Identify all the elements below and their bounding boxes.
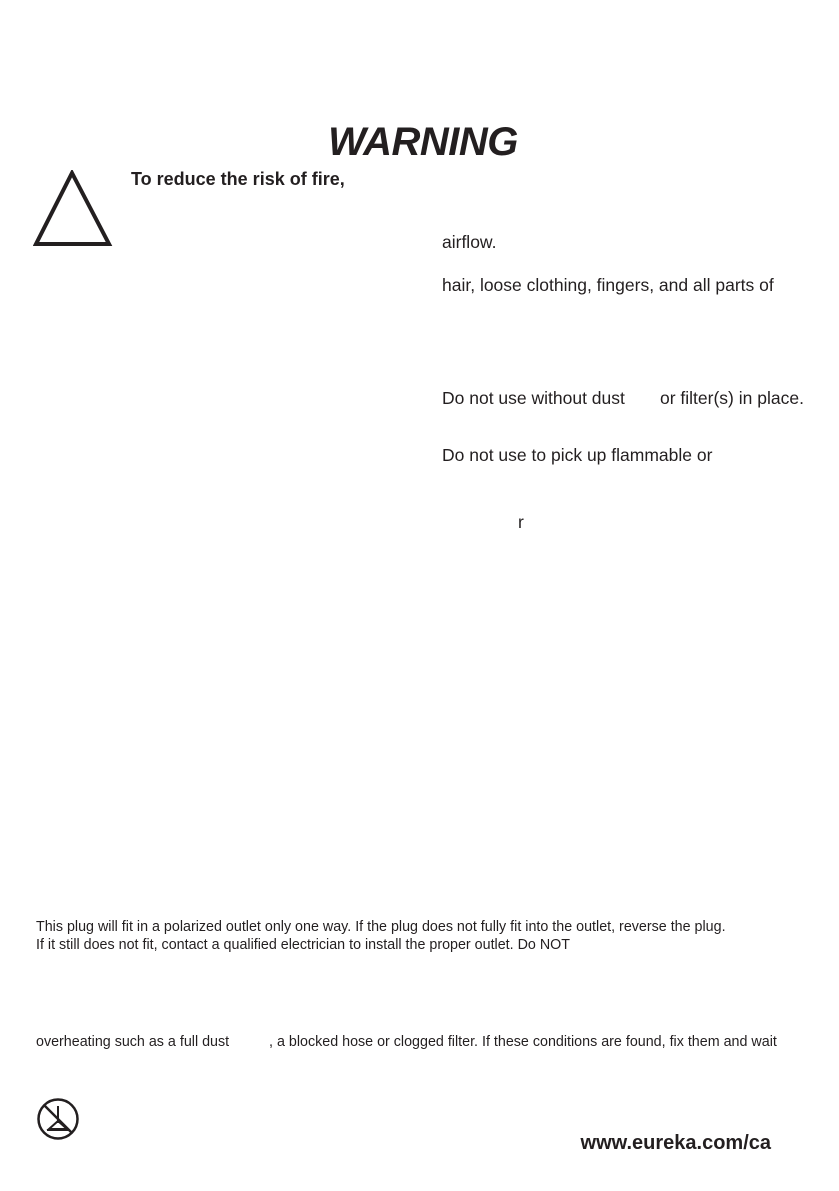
flammable-line: Do not use to pick up flammable or [442,445,713,465]
plug-notice-line-1: This plug will fit in a polarized outlet only one way. If the plug does not fully fit into the outlet, reverse the plug. [36,919,726,935]
overheating-line-start: overheating such as a full dust [36,1034,230,1050]
overheating-line-end: , a blocked hose or clogged filter. If these conditions are found, fix them and wait [269,1034,777,1050]
warning-triangle-icon [33,170,113,248]
dust-line-end: or filter(s) in place. [660,388,804,408]
website-url[interactable]: www.eureka.com/ca [580,1132,771,1154]
hair-line: hair, loose clothing, fingers, and all parts of [442,275,774,295]
fragment-r: r [518,512,524,532]
warning-lead: To reduce the risk of fire, [131,169,345,189]
dust-line-start: Do not use without dust [442,388,625,408]
no-water-pickup-icon [36,1097,80,1141]
airflow-line: airflow. [442,232,497,252]
plug-notice-line-2: If it still does not fit, contact a qualified electrician to install the proper outlet. Do NOT [36,937,571,953]
warning-title: WARNING [328,120,518,164]
